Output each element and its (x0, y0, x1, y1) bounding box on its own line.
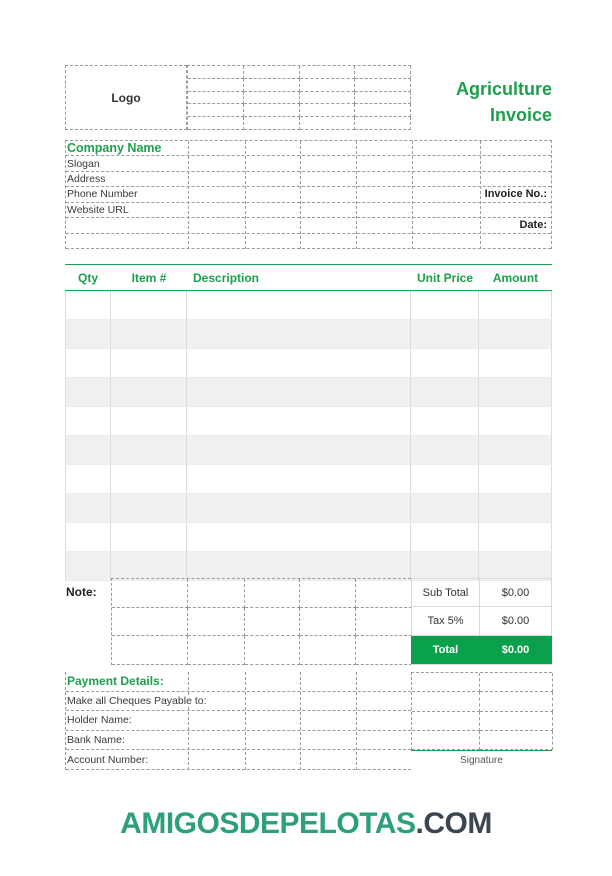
table-cell[interactable] (111, 349, 187, 377)
table-cell[interactable] (411, 378, 479, 406)
grid-cell[interactable] (412, 673, 480, 692)
grid-cell[interactable] (244, 104, 300, 117)
table-cell[interactable] (65, 436, 111, 464)
payment-details-heading: Payment Details: (66, 674, 168, 688)
account-number-row (66, 750, 411, 770)
grid-cell[interactable] (480, 673, 553, 692)
col-header-item: Item # (131, 270, 167, 285)
payment-grid (411, 672, 552, 750)
company-phone[interactable]: Phone Number (66, 188, 141, 200)
table-cell[interactable] (479, 378, 552, 406)
holder-name-row (66, 711, 411, 731)
company-website-row (66, 203, 551, 218)
table-cell[interactable] (479, 291, 552, 319)
tax-value[interactable]: $0.00 (479, 607, 552, 635)
items-table-body (65, 291, 552, 581)
table-cell[interactable] (479, 465, 552, 493)
grid-line (245, 672, 246, 770)
note-grid (111, 578, 411, 665)
payment-heading-row (66, 672, 411, 692)
invoice-title-line2: Invoice (489, 105, 552, 125)
grid-line (412, 141, 413, 249)
table-cell[interactable] (411, 349, 479, 377)
tax-label: Tax 5% (411, 607, 479, 635)
table-row (65, 407, 552, 436)
company-name[interactable]: Company Name (66, 141, 164, 155)
table-cell[interactable] (411, 494, 479, 522)
note-cell[interactable] (300, 636, 356, 665)
signature-area (411, 672, 552, 770)
table-cell[interactable] (411, 407, 479, 435)
note-cell[interactable] (112, 636, 188, 665)
table-cell[interactable] (187, 523, 411, 551)
table-cell[interactable] (187, 552, 411, 580)
items-table (65, 264, 552, 581)
note-and-totals-section (65, 578, 552, 665)
date-label[interactable]: Date: (516, 219, 551, 231)
table-cell[interactable] (65, 552, 111, 580)
grid-cell[interactable] (188, 79, 244, 92)
holder-name-label[interactable]: Holder Name: (66, 714, 136, 726)
table-cell[interactable] (411, 436, 479, 464)
grid-cell[interactable] (188, 92, 244, 105)
grid-cell[interactable] (188, 104, 244, 117)
note-cell[interactable] (112, 608, 188, 637)
cheques-payable-row (66, 692, 411, 712)
table-cell[interactable] (111, 552, 187, 580)
col-header-qty: Qty (77, 270, 98, 285)
col-header-amount: Amount (492, 270, 539, 285)
table-cell[interactable] (111, 407, 187, 435)
table-cell[interactable] (479, 436, 552, 464)
table-cell[interactable] (187, 291, 411, 319)
payment-details-section (65, 672, 552, 770)
col-header-unit-price: Unit Price (416, 270, 473, 285)
table-row (65, 523, 552, 552)
invoice-title-line1: Agriculture (455, 79, 552, 99)
table-cell[interactable] (411, 320, 479, 348)
invoice-header (65, 65, 552, 130)
table-cell[interactable] (411, 465, 479, 493)
note-cell[interactable] (356, 608, 412, 637)
footer-brand-name: AMIGOSDEPELOTAS (120, 807, 416, 840)
table-cell[interactable] (479, 407, 552, 435)
table-cell[interactable] (187, 349, 411, 377)
bank-name-label[interactable]: Bank Name: (66, 734, 129, 746)
grid-cell[interactable] (244, 66, 300, 79)
company-website[interactable]: Website URL (66, 204, 132, 216)
table-cell[interactable] (111, 436, 187, 464)
signature-line (411, 750, 552, 770)
table-cell[interactable] (65, 378, 111, 406)
table-cell[interactable] (111, 291, 187, 319)
note-cell[interactable] (245, 636, 300, 665)
cheques-payable-label[interactable]: Make all Cheques Payable to: (66, 695, 211, 707)
table-cell[interactable] (111, 494, 187, 522)
signature-label: Signature (460, 755, 503, 766)
grid-cell[interactable] (244, 117, 300, 130)
table-cell[interactable] (65, 320, 111, 348)
company-address-row (66, 172, 551, 187)
grand-total-label: Total (411, 636, 479, 664)
table-cell[interactable] (111, 320, 187, 348)
account-number-label[interactable]: Account Number: (66, 754, 152, 766)
invoice-date-row (66, 218, 551, 233)
table-cell[interactable] (111, 378, 187, 406)
invoice-title (352, 76, 552, 128)
payment-fields (65, 672, 411, 770)
grid-cell[interactable] (480, 712, 553, 731)
grid-cell[interactable] (300, 79, 356, 92)
table-cell[interactable] (187, 494, 411, 522)
table-row (65, 378, 552, 407)
grid-cell[interactable] (300, 104, 356, 117)
grid-cell[interactable] (244, 79, 300, 92)
table-cell[interactable] (479, 494, 552, 522)
company-address[interactable]: Address (66, 173, 109, 185)
table-cell[interactable] (187, 465, 411, 493)
table-cell[interactable] (187, 320, 411, 348)
table-row (65, 552, 552, 581)
table-row (65, 349, 552, 378)
subtotal-label: Sub Total (411, 579, 479, 606)
empty-row (66, 234, 551, 249)
grid-cell[interactable] (412, 692, 480, 711)
subtotal-value[interactable]: $0.00 (479, 579, 552, 606)
table-row (65, 436, 552, 465)
table-cell[interactable] (65, 523, 111, 551)
table-row (65, 494, 552, 523)
note-cell[interactable] (188, 636, 245, 665)
grid-cell[interactable] (412, 731, 480, 750)
grid-line (188, 141, 189, 249)
table-cell[interactable] (479, 552, 552, 580)
grid-cell[interactable] (412, 712, 480, 731)
grid-line (300, 141, 301, 249)
subtotal-row (411, 578, 552, 607)
logo-label: Logo (111, 90, 141, 105)
grid-cell[interactable] (480, 731, 553, 750)
grid-cell[interactable] (188, 117, 244, 130)
footer-brand-tld: .COM (415, 807, 492, 840)
note-cell[interactable] (300, 579, 356, 608)
table-cell[interactable] (187, 378, 411, 406)
grid-cell[interactable] (480, 692, 553, 711)
note-cell[interactable] (245, 608, 300, 637)
table-cell[interactable] (65, 291, 111, 319)
grid-cell[interactable] (300, 92, 356, 105)
grid-line (356, 672, 357, 770)
grid-line (245, 141, 246, 249)
grand-total-row (411, 636, 552, 665)
col-header-description: Description (193, 270, 260, 285)
table-cell[interactable] (111, 465, 187, 493)
table-cell[interactable] (65, 349, 111, 377)
totals-box (411, 578, 552, 665)
table-cell[interactable] (411, 552, 479, 580)
table-cell[interactable] (411, 291, 479, 319)
note-cell[interactable] (112, 579, 188, 608)
table-cell[interactable] (65, 407, 111, 435)
grid-cell[interactable] (244, 92, 300, 105)
table-row (65, 320, 552, 349)
company-phone-row (66, 187, 551, 202)
company-name-row (66, 141, 551, 156)
note-cell[interactable] (188, 608, 245, 637)
table-cell[interactable] (65, 494, 111, 522)
table-row (65, 291, 552, 320)
tax-row (411, 607, 552, 636)
table-cell[interactable] (479, 320, 552, 348)
company-slogan[interactable]: Slogan (66, 158, 103, 170)
items-table-header (65, 264, 552, 291)
note-label: Note: (66, 585, 97, 599)
table-cell[interactable] (479, 523, 552, 551)
grand-total-value[interactable]: $0.00 (479, 636, 552, 664)
grid-line (188, 672, 189, 770)
note-cell[interactable] (356, 636, 412, 665)
note-cell[interactable] (300, 608, 356, 637)
bank-name-row (66, 731, 411, 751)
company-info-section (65, 140, 552, 249)
footer-brand (0, 804, 612, 844)
grid-line (300, 672, 301, 770)
logo-placeholder[interactable] (65, 65, 187, 130)
table-cell[interactable] (65, 465, 111, 493)
grid-cell[interactable] (300, 117, 356, 130)
note-cell[interactable] (356, 579, 412, 608)
table-cell[interactable] (411, 523, 479, 551)
table-cell[interactable] (187, 407, 411, 435)
table-cell[interactable] (479, 349, 552, 377)
invoice-no-label[interactable]: Invoice No.: (482, 188, 551, 200)
table-cell[interactable] (187, 436, 411, 464)
grid-cell[interactable] (188, 66, 244, 79)
table-row (65, 465, 552, 494)
grid-line (356, 141, 357, 249)
company-slogan-row (66, 156, 551, 171)
note-cell[interactable] (245, 579, 300, 608)
table-cell[interactable] (111, 523, 187, 551)
note-cell[interactable] (188, 579, 245, 608)
grid-cell[interactable] (300, 66, 356, 79)
